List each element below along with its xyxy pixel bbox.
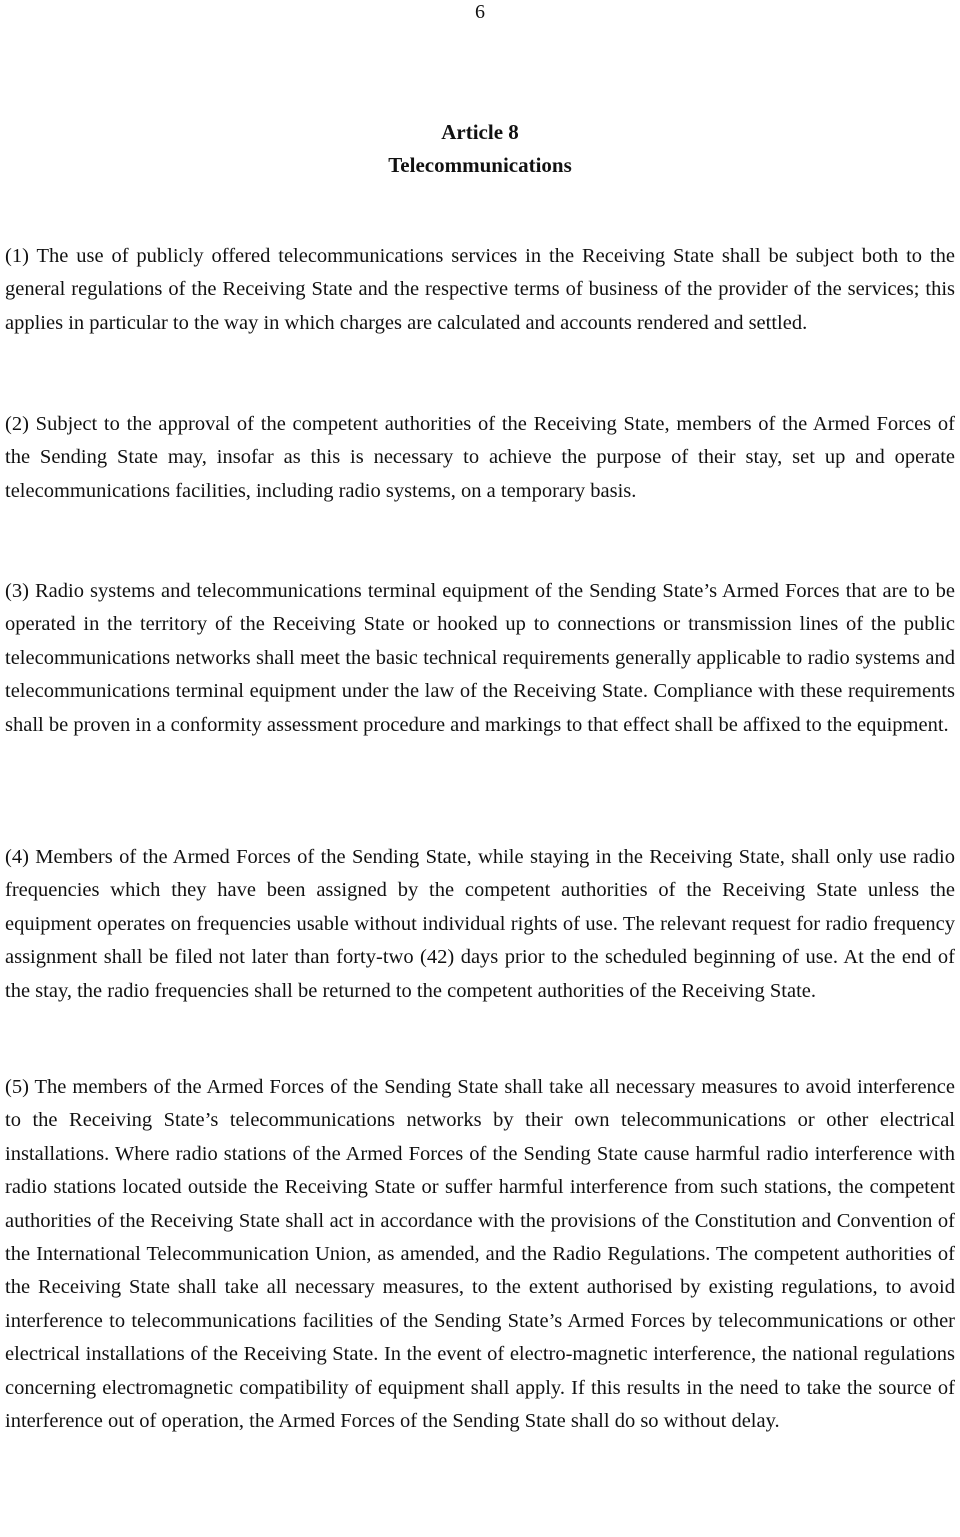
article-title: Telecommunications [388, 153, 572, 177]
page-number: 6 [475, 1, 485, 23]
paragraph-3: (3) Radio systems and telecommunications terminal equipment of the Sending State’s Armed Forces that are to be operated in the territory of the Receiving State or hooked up to connections or transmission lines of the public telecommunications networks shall meet the basic technical requirements generally applicable to radio systems and telecommunications terminal equipment under the law of the Receiving State. Compliance with these requirements shall be proven in a conformity assessment procedure and markings to that effect shall be affixed to the equipment. [5, 580, 955, 736]
paragraph-1: (1) The use of publicly offered telecommunications services in the Receiving State shall be subject both to the general regulations of the Receiving State and the respective terms of business of the provider of the services; this applies in particular to the way in which charges are calculated and accounts rendered and settled. [5, 245, 955, 334]
paragraph-4: (4) Members of the Armed Forces of the Sending State, while staying in the Receiving State, shall only use radio frequencies which they have been assigned by the competent authorities of the Receiving State unless the equipment operates on frequencies usable without individual rights of use. The relevant request for radio frequency assignment shall be filed not later than forty-two (42) days prior to the scheduled beginning of use. At the end of the stay, the radio frequencies shall be returned to the competent authorities of the Receiving State. [5, 846, 955, 1002]
paragraph-2: (2) Subject to the approval of the competent authorities of the Receiving State, members of the Armed Forces of the Sending State may, insofar as this is necessary to achieve the purpose of their stay, set up and operate telecommunications facilities, including radio systems, on a temporary basis. [5, 413, 955, 502]
article-number: Article 8 [441, 120, 519, 144]
paragraph-5: (5) The members of the Armed Forces of the Sending State shall take all necessary measures to avoid interference to the Receiving State’s telecommunications networks by their own telecommunications or other electrical installations. Where radio stations of the Armed Forces of the Sending State cause harmful radio interference with radio stations located outside the Receiving State or suffer harmful interference from such stations, the competent authorities of the Receiving State shall act in accordance with the provisions of the Constitution and Convention of the International Telecommunication Union, as amended, and the Radio Regulations. The competent authorities of the Receiving State shall take all necessary measures, to the extent authorised by existing regulations, to avoid interference to telecommunications facilities of the Sending State’s Armed Forces by telecommunications or other electrical installations of the Receiving State. In the event of electro-magnetic interference, the national regulations concerning electromagnetic compatibility of equipment shall apply. If this results in the need to take the source of interference out of operation, the Armed Forces of the Sending State shall do so without delay. [5, 1076, 955, 1433]
